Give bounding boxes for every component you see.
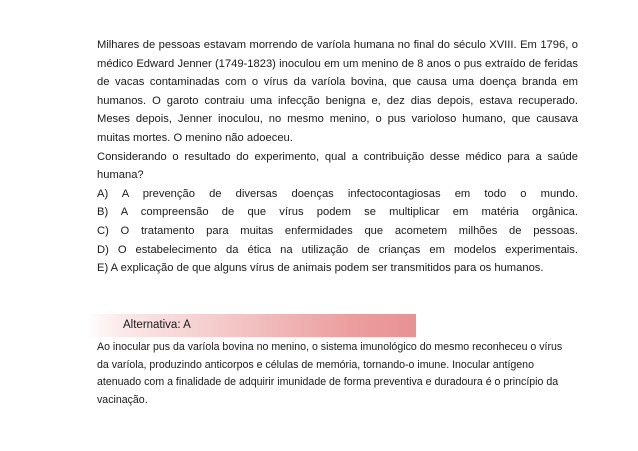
answer-label: Alternativa: A [123,319,191,331]
option-c: C) O tratamento para muitas enfermidades que acometem milhões de pessoas. [97,224,578,237]
option-b: B) A compreensão de que vírus podem se multiplicar em matéria orgânica. [97,206,578,219]
question-text: Milhares de pessoas estavam morrendo de varíola humana no final do século XVIII. Em 1796, o médico Edward Jenner (1749-1823) inoculou em um menino de 8 anos o pus extraído de feridas de vacas contaminadas com o vírus da varíola bovina, que causa uma doença branda em humanos. O garoto contraiu uma infecção benigna e, dez dias depois, estava recuperado. Meses depois, Jenner inoculou, no mesmo menino, o pus varioloso humano, que causava muitas mortes. O menino não adoeceu. [97,39,578,144]
answer-banner [86,314,416,337]
options-list [97,185,578,278]
question-prompt: Considerando o resultado do experimento, qual a contribuição desse médico para a saúde humana? [97,150,578,182]
option-d: D) O estabelecimento da ética na utilização de crianças em modelos experimentais. [97,243,578,256]
question-block [97,36,578,278]
option-a: A) A prevenção de diversas doenças infectocontagiosas em todo o mundo. [97,187,578,200]
answer-explanation: Ao inocular pus da varíola bovina no menino, o sistema imunológico do mesmo reconheceu o vírus da varíola, produzindo anticorpos e células de memória, tornando-o imune. Inocular antígeno atenuado com a finalidade de adquirir imunidade de forma preventiva e duradoura é o princípio da vacinação. [97,341,563,406]
option-e: E) A explicação de que alguns vírus de animais podem ser transmitidos para os humanos. [97,262,544,275]
